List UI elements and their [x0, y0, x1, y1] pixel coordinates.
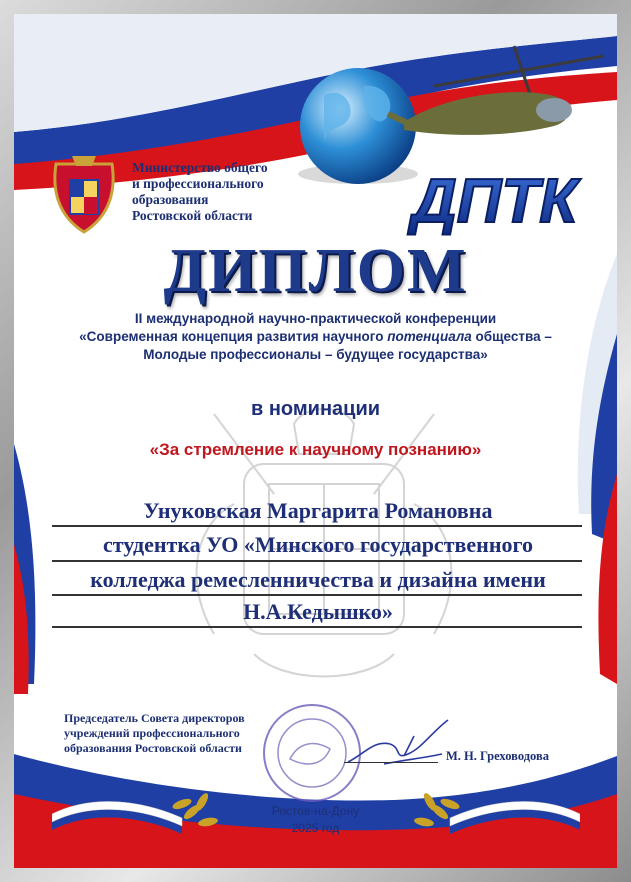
recipient-line-3: колледжа ремесленничества и дизайна имени — [90, 567, 546, 592]
handwritten-signature-icon — [344, 714, 454, 774]
ministry-line-1: Министерство общего — [132, 160, 268, 175]
conference-line-2c: общества – — [471, 329, 552, 344]
conference-line-3: Молодые профессионалы – будущее государства» — [143, 347, 488, 362]
place: Ростов-на-Дону — [271, 804, 360, 818]
globe-icon — [298, 68, 418, 184]
year: 2025 год — [291, 821, 340, 835]
ministry-line-4: Ростовской области — [132, 208, 253, 223]
conference-line-1: II международной научно-практической конференции — [134, 311, 497, 326]
signatory-title-2: учреждений профессионального — [64, 726, 240, 740]
underline-1 — [52, 525, 582, 527]
conference-line-2a: «Современная концепция развития научного — [79, 329, 388, 344]
diploma-page — [14, 14, 617, 868]
recipient-line-4: Н.А.Кедышко» — [243, 599, 393, 624]
nomination-label: в номинации — [250, 398, 381, 420]
signatory-name: М. Н. Греховодова — [446, 749, 549, 763]
signatory-title-1: Председатель Совета директоров — [64, 711, 245, 725]
conference-line-2b: потенциала — [387, 329, 472, 344]
recipient-name: Унуковская Маргарита Романовна — [143, 498, 493, 523]
signatory-title-3: образования Ростовской области — [64, 741, 242, 755]
award-title: «За стремление к научному познанию» — [149, 440, 482, 459]
recipient-line-2: студентка УО «Минского государственного — [103, 532, 533, 557]
ministry-name — [132, 160, 302, 224]
helicopter-icon — [388, 46, 604, 135]
ministry-line-3: образования — [132, 192, 209, 207]
college-logo — [284, 26, 614, 236]
signature-line — [344, 762, 438, 763]
diploma-title: ДИПЛОМ — [163, 237, 468, 305]
conference-line-2 — [14, 328, 617, 345]
ministry-line-2: и профессионального — [132, 176, 264, 191]
underline-4 — [52, 626, 582, 628]
underline-2 — [52, 560, 582, 562]
college-logo-text: ДПТК — [412, 167, 578, 236]
rostov-coat-of-arms-icon — [50, 150, 118, 234]
